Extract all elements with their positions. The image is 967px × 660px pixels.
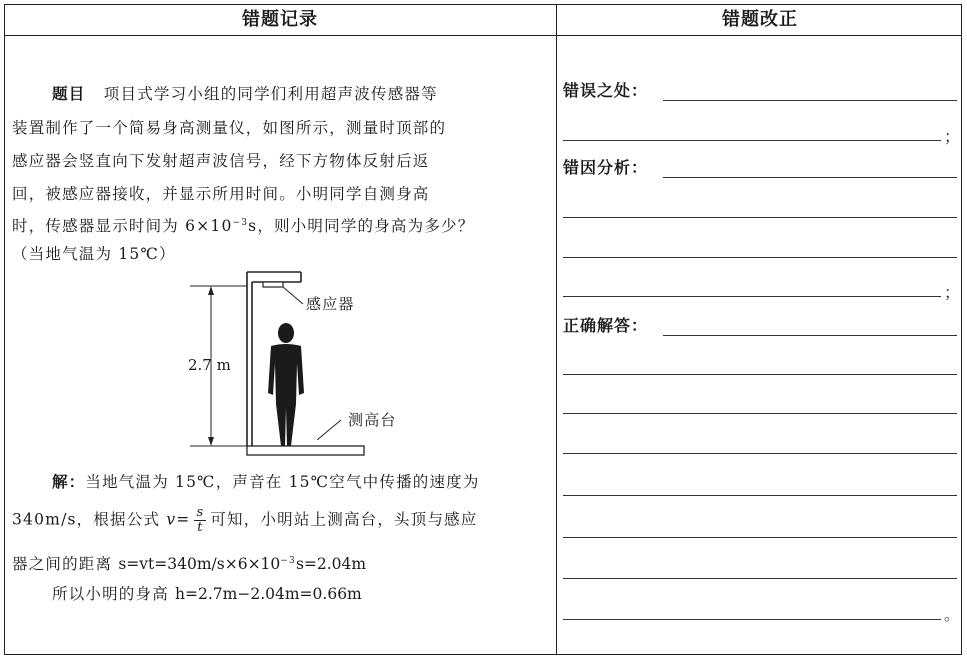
answer-line[interactable] bbox=[563, 453, 957, 454]
answer-line[interactable] bbox=[663, 100, 957, 101]
solution-label: 解： bbox=[52, 473, 86, 491]
answer-line[interactable] bbox=[563, 374, 957, 375]
answer-line[interactable] bbox=[563, 217, 957, 218]
column-divider bbox=[556, 4, 557, 655]
question-line-5: 时，传感器显示时间为 $6\times 10^{-3}s$，则小明同学的身高为多少？ bbox=[12, 217, 475, 235]
sensor-icon bbox=[263, 282, 283, 287]
solution-line-2: 340m/s，根据公式 v= $\frac{s}{t}$ 可知，小明站上测高台，头顶与感应 bbox=[12, 505, 478, 535]
solution-line-1: 解：当地气温为 15℃，声音在 15℃空气中传播的速度为 bbox=[52, 473, 480, 491]
answer-line[interactable] bbox=[563, 413, 957, 414]
question-line-1: 题目 项目式学习小组的同学们利用超声波传感器等 bbox=[52, 85, 438, 103]
header-mistake-record: 错题记录 bbox=[242, 9, 318, 30]
error-cause-label: 错因分析： bbox=[563, 158, 649, 177]
answer-line[interactable] bbox=[563, 537, 957, 538]
platform-label: 测高台 bbox=[348, 411, 397, 429]
answer-line[interactable] bbox=[663, 177, 957, 178]
correct-answer-label: 正确解答： bbox=[563, 316, 649, 335]
answer-line[interactable] bbox=[563, 619, 941, 620]
solution-line-3: 器之间的距离 $s=vt=340m/s\times 6\times 10^{-3}s=2.04m$ bbox=[12, 555, 367, 573]
header-mistake-correction: 错题改正 bbox=[722, 9, 798, 30]
person-icon bbox=[268, 323, 304, 446]
question-line-3: 感应器会竖直向下发射超声波信号，经下方物体反射后返 bbox=[12, 152, 430, 170]
answer-line[interactable] bbox=[563, 257, 957, 258]
error-location-label: 错误之处： bbox=[563, 81, 649, 100]
semicolon-1: ； bbox=[944, 127, 961, 146]
question-label: 题目 bbox=[52, 85, 86, 103]
answer-line[interactable] bbox=[563, 296, 941, 297]
solution-line-4: 所以小明的身高 h=2.7m−2.04m=0.66m bbox=[52, 585, 362, 603]
height-label: 2.7 m bbox=[188, 356, 231, 374]
header-divider bbox=[4, 35, 962, 36]
sensor-label: 感应器 bbox=[306, 295, 355, 313]
answer-line[interactable] bbox=[563, 578, 957, 579]
question-line-2: 装置制作了一个简易身高测量仪，如图所示，测量时顶部的 bbox=[12, 119, 447, 137]
question-line-4: 回，被感应器接收，并显示所用时间。小明同学自测身高 bbox=[12, 185, 430, 203]
question-line-6: （当地气温为 15℃） bbox=[12, 245, 176, 263]
answer-line[interactable] bbox=[663, 335, 957, 336]
answer-line[interactable] bbox=[563, 140, 941, 141]
measuring-platform bbox=[247, 446, 364, 455]
period-mark: 。 bbox=[944, 605, 961, 624]
answer-line[interactable] bbox=[563, 495, 957, 496]
speed-formula-fraction: $\frac{s}{t}$ bbox=[196, 505, 205, 535]
semicolon-2: ； bbox=[944, 283, 961, 302]
